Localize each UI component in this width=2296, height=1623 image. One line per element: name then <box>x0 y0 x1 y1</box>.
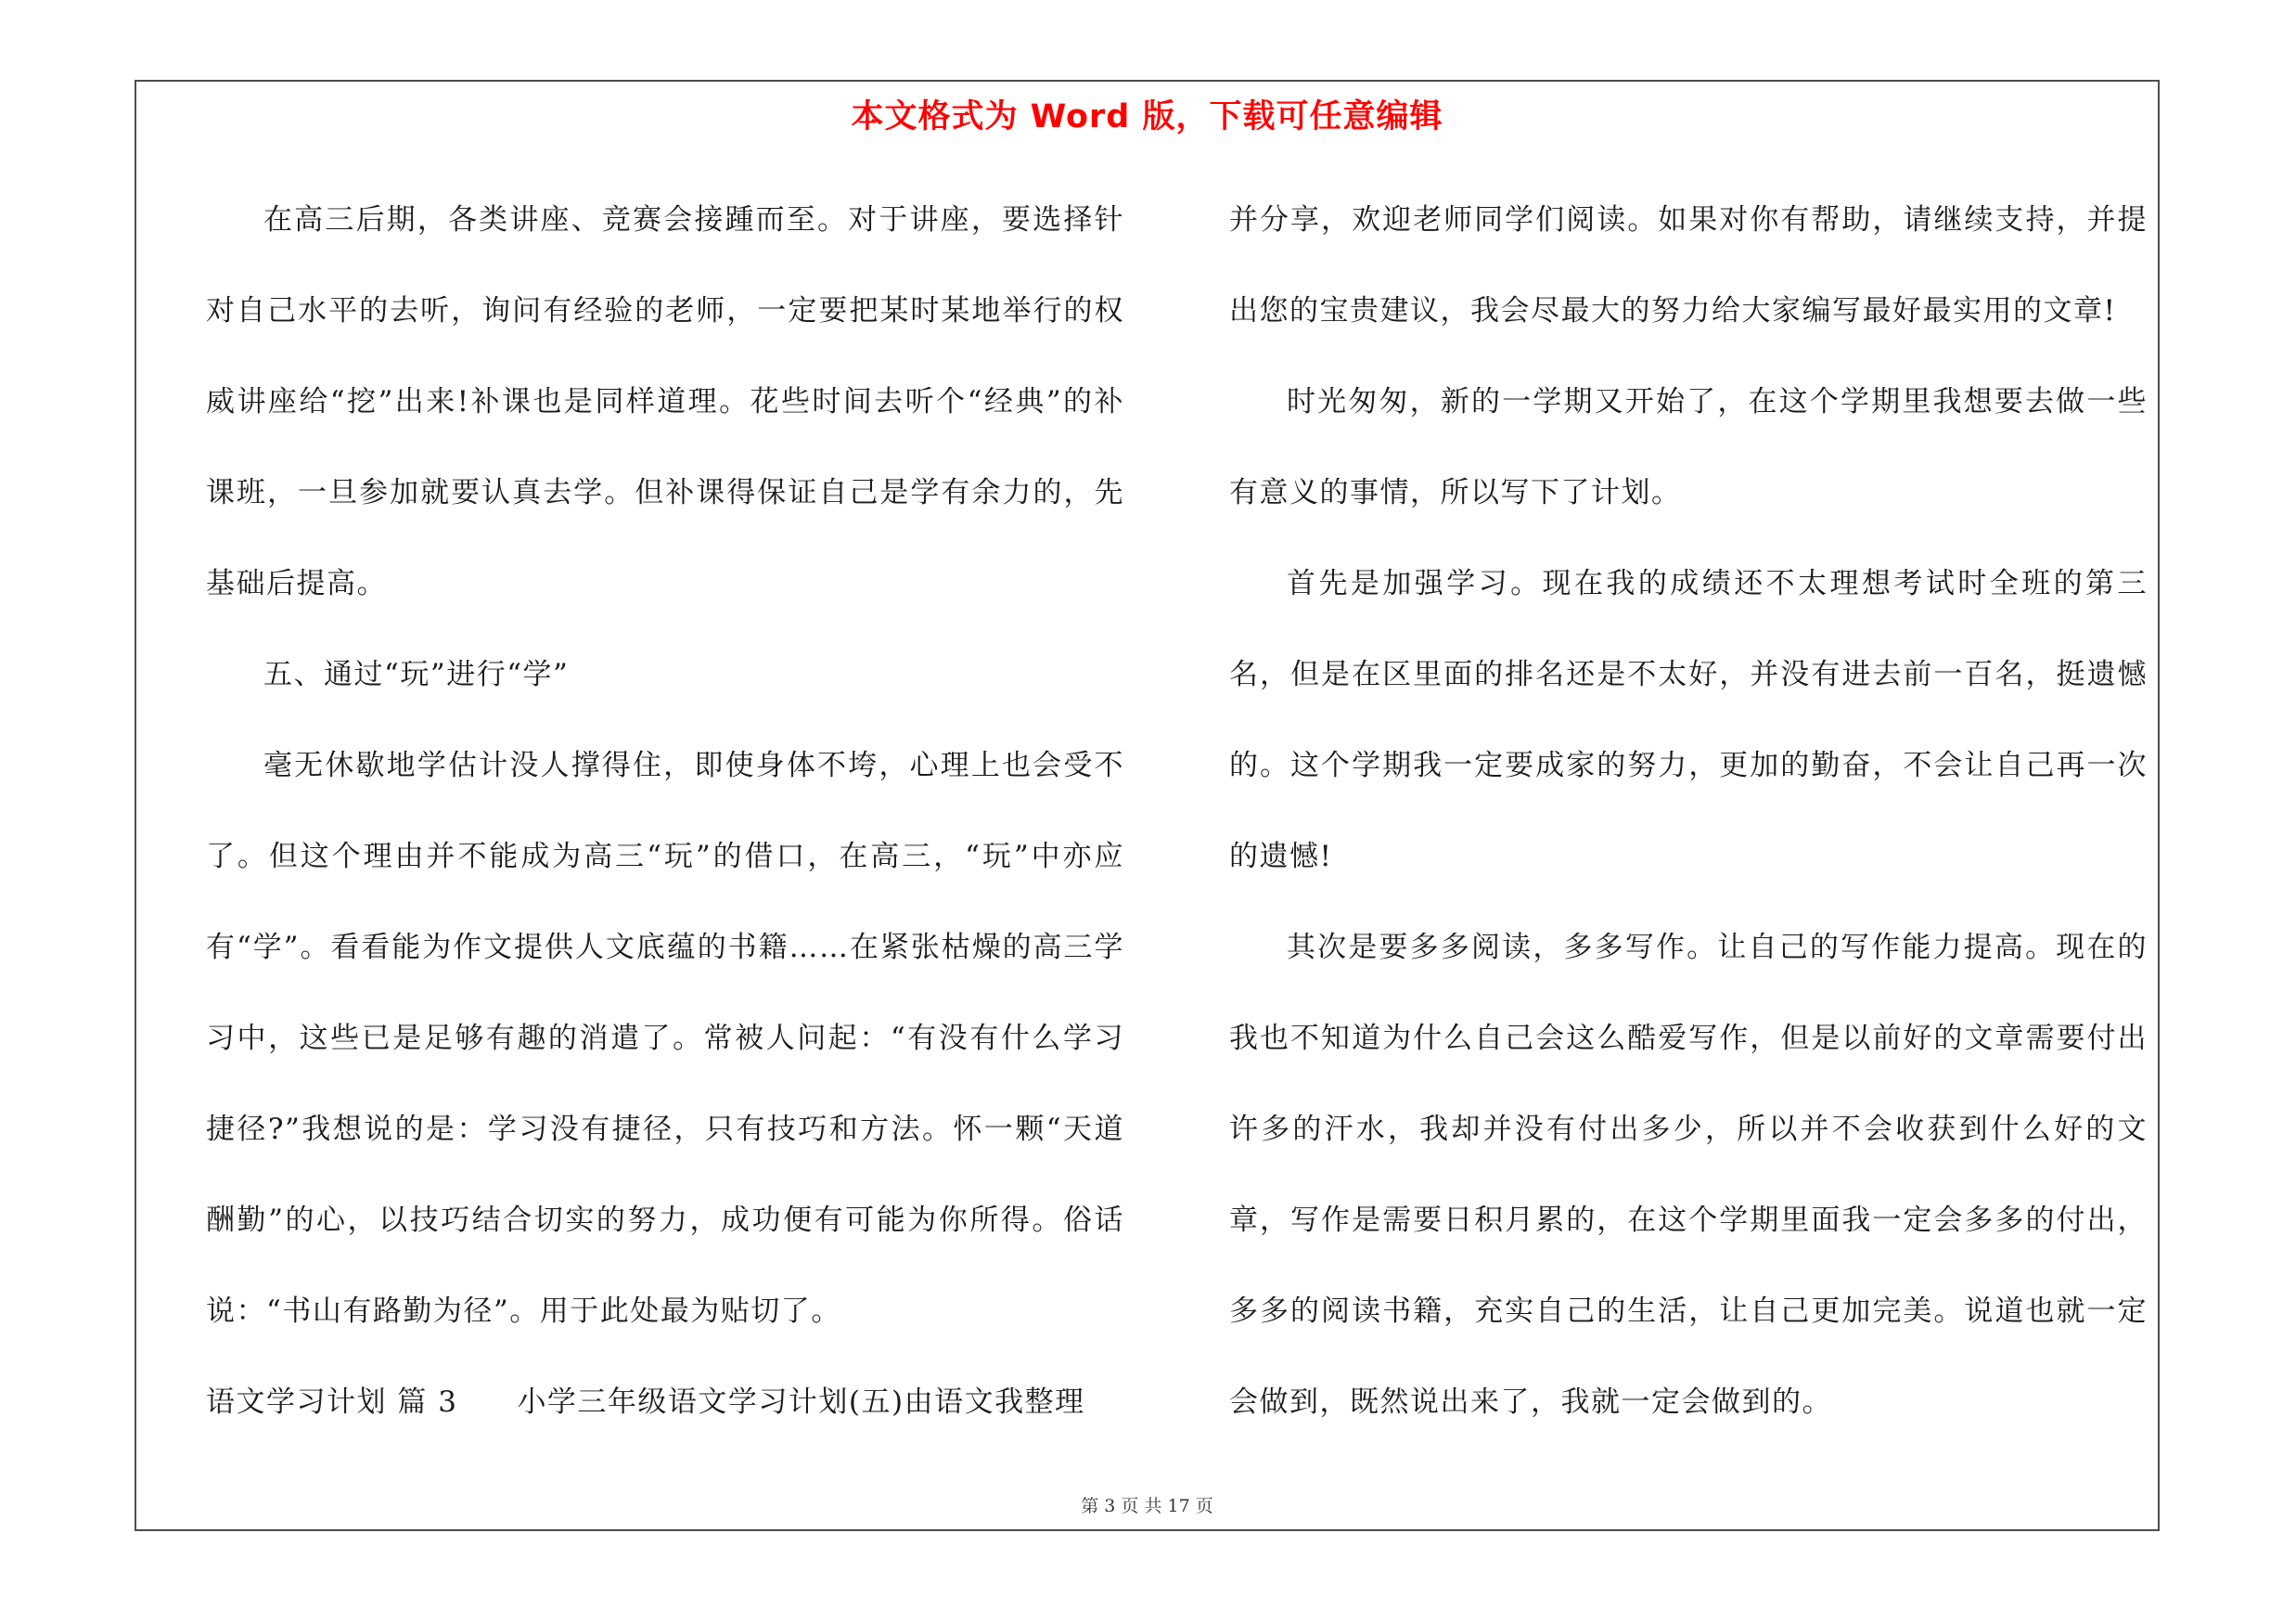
paragraph: 时光匆匆，新的一学期又开始了，在这个学期里我想要去做一些有意义的事情，所以写下了计划。 <box>1229 385 2148 509</box>
page-number: 第 3 页 共 17 页 <box>1081 1496 1213 1516</box>
article-intro: 小学三年级语文学习计划(五)由语文我整理 <box>517 1385 1085 1419</box>
paragraph: 在高三后期，各类讲座、竞赛会接踵而至。对于讲座，要选择针对自己水平的去听，询问有经验的老师，一定要把某时某地举行的权威讲座给“挖”出来!补课也是同样道理。花些时间去听个“经典”的补课班，一旦参加就要认真去学。但补课得保证自己是学有余力的，先基础后提高。 <box>206 203 1124 600</box>
paragraph: 首先是加强学习。现在我的成绩还不太理想考试时全班的第三名，但是在区里面的排名还是不太好，并没有进去前一百名，挺遗憾的。这个学期我一定要成家的努力，更加的勤奋，不会让自己再一次的遗憾! <box>1229 567 2148 873</box>
left-column <box>206 174 1124 1448</box>
section-heading: 五、通过“玩”进行“学” <box>263 658 570 691</box>
right-column <box>1229 174 2148 1448</box>
paragraph: 毫无休歇地学估计没人撑得住，即使身体不垮，心理上也会受不了。但这个理由并不能成为高三“玩”的借口，在高三，“玩”中亦应有“学”。看看能为作文提供人文底蕴的书籍……在紧张枯燥的高三学习中，这些已是足够有趣的消遣了。常被人问起：“有没有什么学习捷径?”我想说的是：学习没有捷径，只有技巧和方法。怀一颗“天道酬勤”的心，以技巧结合切实的努力，成功便有可能为你所得。俗话说：“书山有路勤为径”。用于此处最为贴切了。 <box>206 749 1124 1328</box>
article-title-line <box>206 1357 1124 1448</box>
format-notice-banner: 本文格式为 Word 版，下载可任意编辑 <box>851 98 1443 135</box>
document-page <box>135 80 2160 1531</box>
article-title: 语文学习计划 篇 3 <box>206 1385 458 1419</box>
paragraph: 并分享，欢迎老师同学们阅读。如果对你有帮助，请继续支持，并提出您的宝贵建议，我会尽最大的努力给大家编写最好最实用的文章! <box>1229 203 2148 328</box>
paragraph: 其次是要多多阅读，多多写作。让自己的写作能力提高。现在的我也不知道为什么自己会这么酷爱写作，但是以前好的文章需要付出许多的汗水，我却并没有付出多少，所以并不会收获到什么好的文章，写作是需要日积月累的，在这个学期里面我一定会多多的付出，多多的阅读书籍，充实自己的生活，让自己更加完美。说道也就一定会做到，既然说出来了，我就一定会做到的。 <box>1229 931 2148 1419</box>
